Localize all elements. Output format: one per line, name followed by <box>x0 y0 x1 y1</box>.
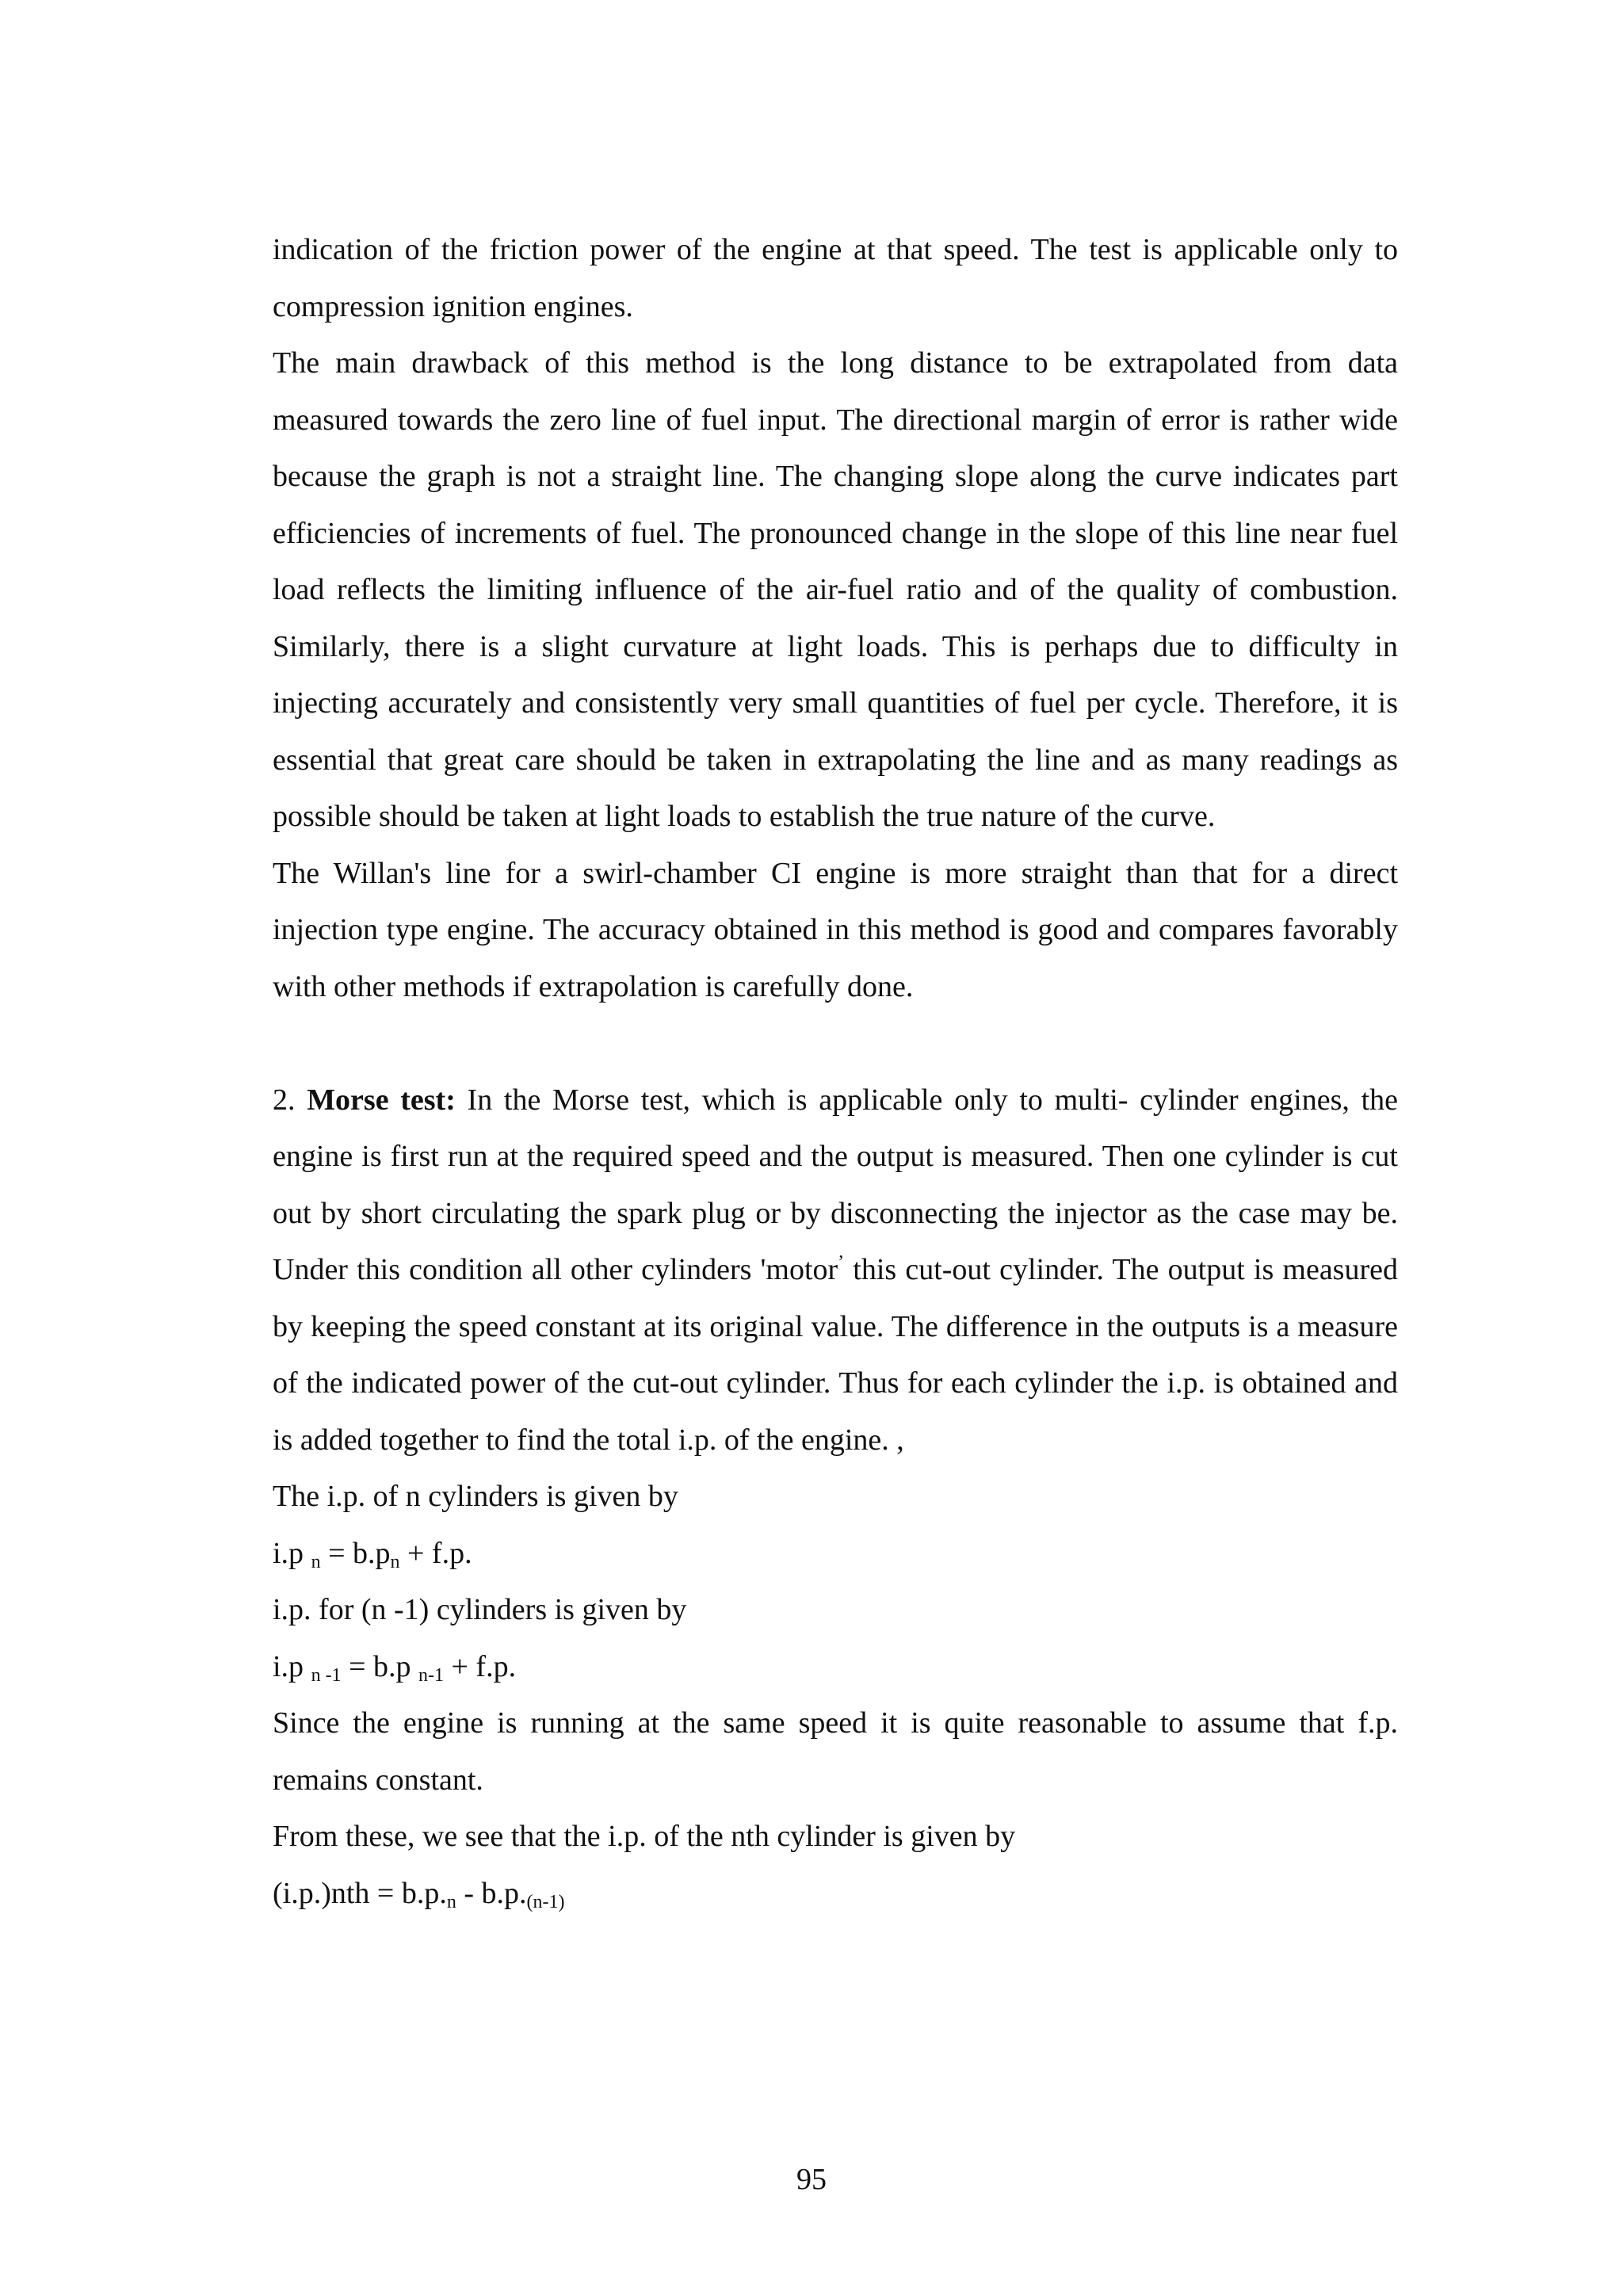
text-line-ip-n-cylinders: The i.p. of n cylinders is given by <box>273 1480 678 1513</box>
equation-term: = b.p <box>320 1536 391 1570</box>
equation-subscript: n <box>446 1891 456 1912</box>
section-gap <box>273 1015 1398 1072</box>
text-line-nth-cylinder: From these, we see that the i.p. of the nth cylinder is given by <box>273 1820 1016 1853</box>
section-heading: Morse test: <box>307 1083 456 1117</box>
equation-subscript: n <box>311 1551 321 1572</box>
equation-ip-nth <box>273 1866 1398 1923</box>
equation-ip-n <box>273 1526 1398 1583</box>
section-number: 2. <box>273 1083 307 1117</box>
equation-subscript: n <box>390 1551 400 1572</box>
equation-term: i.p <box>273 1536 311 1570</box>
morse-text-before: In the Morse test, which is applicable only to multi- cylinder engines, the engine is first run at the required speed and the output is measured. Then one cylinder is cut out by short circulating the spark plug or by disconnecting the injector as the case may be. Under this condition all other cylinders 'motor <box>273 1083 1398 1286</box>
equation-term: (i.p.)nth = b.p. <box>273 1876 447 1910</box>
paragraph-willans-line: The Willan's line for a swirl-chamber CI engine is more straight than that for a direct injection type engine. The accuracy obtained in this method is good and compares favorably with other methods if extrapolation is carefully done. <box>273 856 1398 1003</box>
page-body <box>273 222 1398 1922</box>
paragraph-morse-test <box>273 1072 1398 1469</box>
paragraph-friction-power: indication of the friction power of the engine at that speed. The test is applicable only to compression ignition engines. <box>273 233 1398 323</box>
text-line-ip-n-minus-1: i.p. for (n -1) cylinders is given by <box>273 1593 687 1626</box>
equation-term: i.p <box>273 1649 311 1683</box>
paragraph-fp-constant: Since the engine is running at the same speed it is quite reasonable to assume that f.p. remains constant. <box>273 1706 1398 1797</box>
equation-ip-n-minus-1 <box>273 1639 1398 1696</box>
equation-term: - b.p. <box>456 1876 527 1910</box>
equation-subscript: n-1 <box>418 1664 444 1686</box>
equation-subscript: (n-1) <box>526 1891 565 1912</box>
equation-term: = b.p <box>341 1649 418 1683</box>
paragraph-drawback: The main drawback of this method is the long distance to be extrapolated from data measured towards the zero line of fuel input. The directional margin of error is rather wide because the graph is not a straight line. The changing slope along the curve indicates part efficiencies of increments of fuel. The pronounced change in the slope of this line near fuel load reflects the limiting influence of the air-fuel ratio and of the quality of combustion. Similarly, there is a slight curvature at light loads. This is perhaps due to difficulty in injecting accurately and consistently very small quantities of fuel per cycle. Therefore, it is essential that great care should be taken in extrapolating the line and as many readings as possible should be taken at light loads to establish the true nature of the curve. <box>273 346 1398 833</box>
page-number: 95 <box>796 2163 827 2196</box>
morse-text-after: this cut-out cylinder. The output is measured by keeping the speed constant at its original value. The difference in the outputs is a measure of the indicated power of the cut-out cylinder. Thus for each cylinder the i.p. is obtained and is added together to find the total i.p. of the engine. , <box>273 1253 1398 1457</box>
superscript-mark: ’ <box>838 1252 845 1273</box>
equation-term: + f.p. <box>399 1536 472 1570</box>
equation-subscript: n -1 <box>311 1664 342 1686</box>
equation-term: + f.p. <box>444 1649 517 1683</box>
